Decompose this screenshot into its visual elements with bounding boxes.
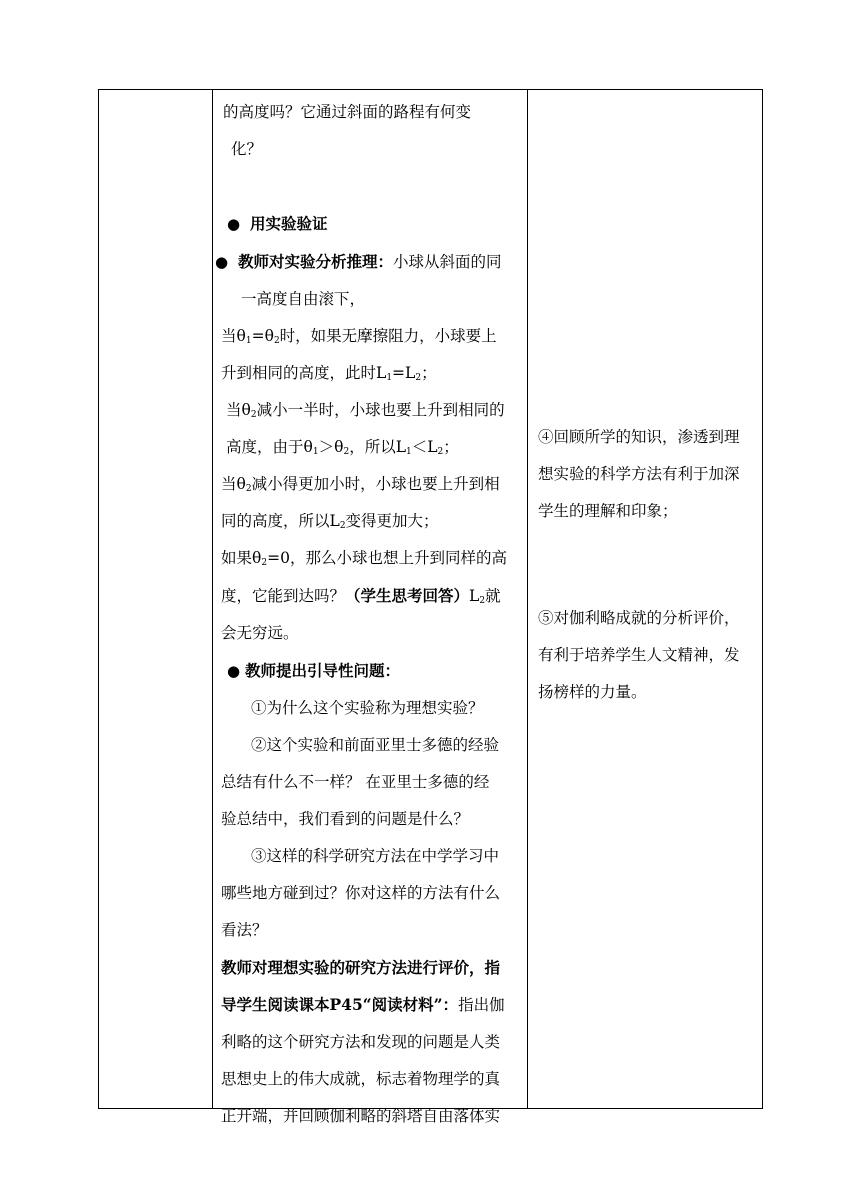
case-half-angle-2: 高度，由于$\theta_1>\theta_2$，所以$L_1<L_2$； xyxy=(226,438,459,457)
case-half-angle-1: 当$\theta_2$减小一半时，小球也要上升到相同的 xyxy=(226,401,505,420)
case-zero-angle-1: 如果$\theta_2=0$，那么小球也想上升到同样的高 xyxy=(221,549,507,568)
case-zero-angle-3: 会无穷远。 xyxy=(221,624,299,642)
note-4-line-2: 想实验的科学方法有利于加深 xyxy=(538,465,740,483)
case-zero-angle-2: 度，它能到达吗？（学生思考回答）$L_2$就 xyxy=(221,586,501,606)
question-2-line-3: 验总结中，我们看到的问题是什么？ xyxy=(221,810,470,828)
note-5-line-3: 扬榜样的力量。 xyxy=(538,683,647,701)
note-5 xyxy=(538,600,740,711)
analysis-line-2: 一高度自由滚下， xyxy=(241,290,366,308)
note-4 xyxy=(538,419,740,530)
question-2-line-1: ②这个实验和前面亚里士多德的经验 xyxy=(251,736,500,754)
question-3-line-2: 哪些地方碰到过？你对这样的方法有什么 xyxy=(221,884,501,902)
case-smaller-angle-1: 当$\theta_2$减小得更加小时，小球也要上升到相 xyxy=(221,475,500,494)
case-equal-angles-1: 当$\theta_1=\theta_2$时，如果无摩擦阻力，小球要上 xyxy=(221,327,497,346)
note-5-line-1: ⑤对伽利略成就的分析评价， xyxy=(538,609,740,627)
intro-line-1: 的高度吗？它通过斜面的路程有何变 xyxy=(223,103,472,121)
evaluation-line-2: 导学生阅读课本P45“阅读材料”：指出伽 xyxy=(221,995,505,1014)
verify-heading: ● 用实验验证 xyxy=(227,214,328,233)
question-1: ①为什么这个实验称为理想实验？ xyxy=(251,699,484,717)
evaluation-line-3: 利略的这个研究方法和发现的问题是人类 xyxy=(221,1033,501,1051)
bullet-icon: ● xyxy=(227,662,241,680)
blank-line xyxy=(221,168,521,205)
case-equal-angles-2: 升到相同的高度，此时$L_1=L_2$； xyxy=(221,364,437,383)
design-intent-cell xyxy=(528,89,762,1109)
analysis-line-1: ● 教师对实验分析推理：小球从斜面的同 xyxy=(215,252,502,271)
case-smaller-angle-2: 同的高度，所以$L_2$变得更加大； xyxy=(221,512,439,531)
bullet-icon: ● xyxy=(227,215,241,233)
questions-heading: ● 教师提出引导性问题： xyxy=(227,661,401,680)
question-3-line-1: ③这样的科学研究方法在中学学习中 xyxy=(251,847,500,865)
intro-line-2: 化？ xyxy=(231,140,263,158)
evaluation-line-5: 正开端，并回顾伽利略的斜塔自由落体实 xyxy=(221,1107,501,1125)
question-3-line-3: 看法？ xyxy=(221,921,268,939)
note-5-line-2: 有利于培养学生人文精神，发 xyxy=(538,646,740,664)
note-4-line-1: ④回顾所学的知识，渗透到理 xyxy=(538,428,740,446)
left-column-cell xyxy=(99,90,211,1108)
evaluation-line-1: 教师对理想实验的研究方法进行评价，指 xyxy=(221,958,501,977)
question-2-line-2: 总结有什么不一样？ 在亚里士多德的经 xyxy=(221,773,490,791)
teaching-process-cell xyxy=(213,89,527,1125)
bullet-icon: ● xyxy=(215,253,229,271)
note-4-line-3: 学生的理解和印象； xyxy=(538,502,678,520)
evaluation-line-4: 思想史上的伟大成就，标志着物理学的真 xyxy=(221,1070,501,1088)
